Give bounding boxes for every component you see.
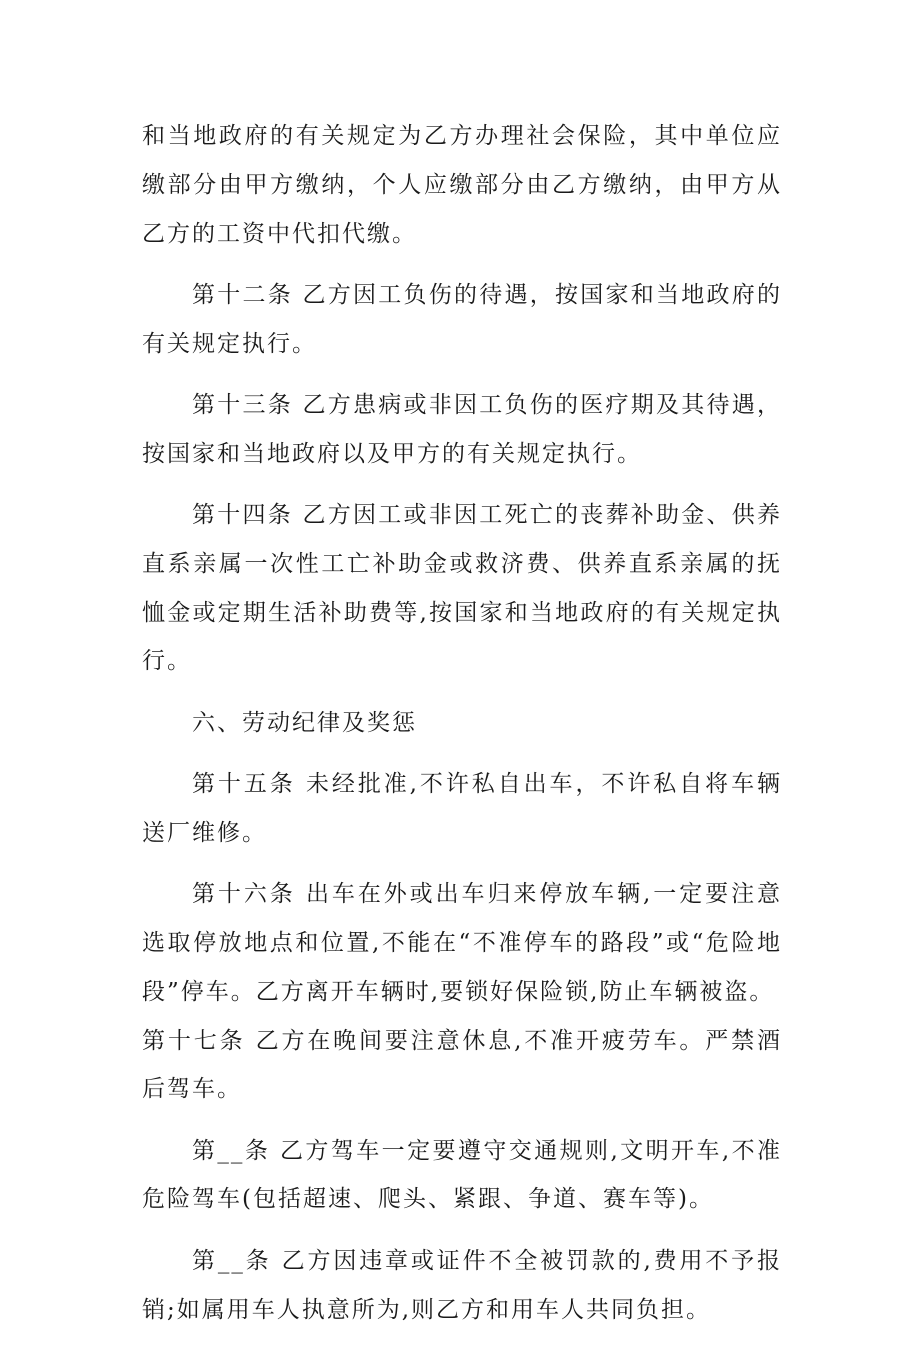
- paragraph-article-blank-2: 第__条 乙方因违章或证件不全被罚款的,费用不予报销;如属用车人执意所为,则乙方和用车人共同负担。: [142, 1247, 782, 1323]
- paragraph-social-insurance: 和当地政府的有关规定为乙方办理社会保险，其中单位应缴部分由甲方缴纳，个人应缴部分由乙方缴纳，由甲方从乙方的工资中代扣代缴。: [142, 123, 782, 247]
- paragraph-article-16: 第十六条 出车在外或出车归来停放车辆,一定要注意选取停放地点和位置,不能在“不准停车的路段”或“危险地段”停车。乙方离开车辆时,要锁好保险锁,防止车辆被盗。: [142, 881, 782, 1005]
- paragraph-article-blank-1: 第__条 乙方驾车一定要遵守交通规则,文明开车,不准危险驾车(包括超速、爬头、紧跟、争道、赛车等)。: [142, 1137, 782, 1213]
- document-body: [142, 112, 782, 1347]
- paragraph-article-14: 第十四条 乙方因工或非因工死亡的丧葬补助金、供养直系亲属一次性工亡补助金或救济费、供养直系亲属的抚恤金或定期生活补助费等,按国家和当地政府的有关规定执行。: [142, 502, 782, 675]
- paragraph-article-17: 第十七条 乙方在晚间要注意休息,不准开疲劳车。严禁酒后驾车。: [142, 1027, 782, 1103]
- paragraph-article-12: 第十二条 乙方因工负伤的待遇，按国家和当地政府的有关规定执行。: [142, 281, 782, 357]
- paragraph-article-15: 第十五条 未经批准,不许私自出车，不许私自将车辆送厂维修。: [142, 771, 782, 846]
- paragraph-article-13: 第十三条 乙方患病或非因工负伤的医疗期及其待遇，按国家和当地政府以及甲方的有关规定执行。: [142, 391, 782, 467]
- section-heading-discipline: 六、劳动纪律及奖惩: [192, 709, 417, 736]
